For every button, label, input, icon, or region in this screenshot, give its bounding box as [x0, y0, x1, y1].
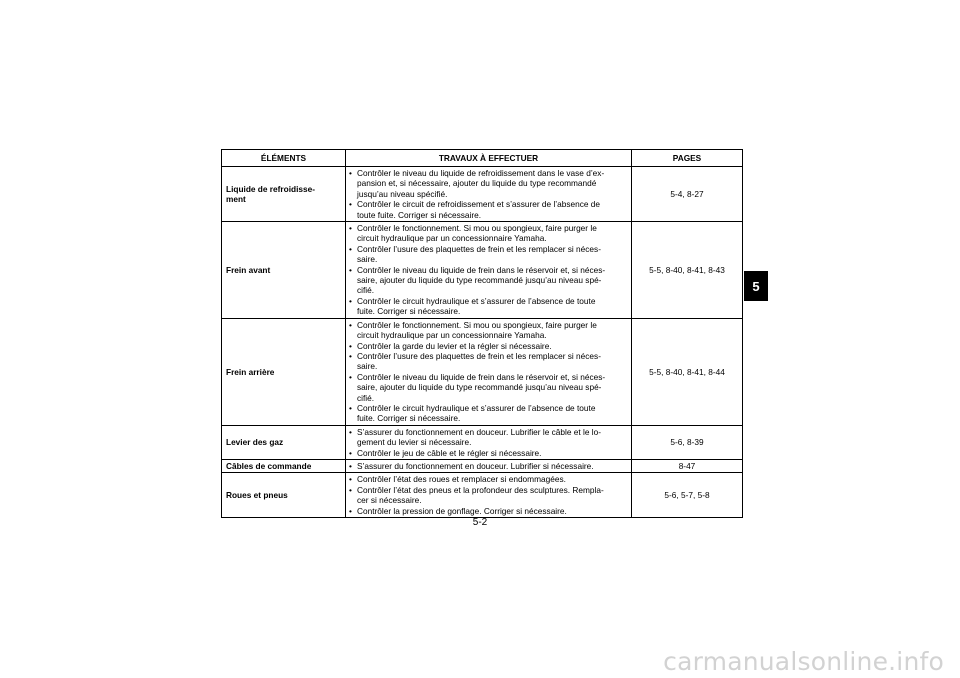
tasks-cell — [346, 318, 632, 425]
task-item: • Contrôler le fonctionnement. Si mou ou spongieux, faire purger le circuit hydraulique par un concessionnaire Yamaha. — [349, 320, 628, 341]
task-item: • Contrôler la garde du levier et la régler si nécessaire. — [349, 341, 628, 351]
task-item: • S’assurer du fonctionnement en douceur. Lubrifier le câble et le lo- gement du levier si nécessaire. — [349, 427, 628, 448]
task-list — [349, 320, 628, 424]
header-tasks: TRAVAUX À EFFECTUER — [346, 150, 632, 167]
chapter-tab: 5 — [744, 271, 768, 301]
tasks-cell — [346, 473, 632, 518]
element-label: Frein arrière — [226, 366, 275, 377]
task-item: • Contrôler le circuit de refroidissement et s’assurer de l’absence de toute fuite. Corriger si nécessaire. — [349, 199, 628, 220]
maintenance-table — [221, 149, 743, 518]
pages-cell: 5-6, 5-7, 5-8 — [632, 473, 743, 518]
task-list — [349, 223, 628, 317]
task-item: • Contrôler l’état des roues et remplacer si endommagées. — [349, 474, 628, 484]
header-elements: ÉLÉMENTS — [222, 150, 346, 167]
task-item: • S’assurer du fonctionnement en douceur. Lubrifier si nécessaire. — [349, 461, 628, 471]
task-item: • Contrôler l’état des pneus et la profondeur des sculptures. Rempla- cer si nécessaire. — [349, 485, 628, 506]
pages-cell: 8-47 — [632, 459, 743, 472]
table-body — [222, 167, 743, 518]
task-list — [349, 474, 628, 516]
table-row — [222, 459, 743, 472]
task-item: • Contrôler le niveau du liquide de frein dans le réservoir et, si néces- saire, ajouter du liquide du type recommandé jusqu’au niveau spé- cifié. — [349, 372, 628, 403]
element-cell — [222, 459, 346, 472]
table-row — [222, 318, 743, 425]
tasks-cell — [346, 425, 632, 459]
tasks-cell — [346, 459, 632, 472]
task-list — [349, 427, 628, 458]
table-row — [222, 167, 743, 222]
table-header-row — [222, 150, 743, 167]
task-item: • Contrôler le circuit hydraulique et s’assurer de l’absence de toute fuite. Corriger si nécessaire. — [349, 296, 628, 317]
pages-cell: 5-5, 8-40, 8-41, 8-44 — [632, 318, 743, 425]
pages-cell: 5-5, 8-40, 8-41, 8-43 — [632, 222, 743, 319]
table-row — [222, 473, 743, 518]
pages-cell: 5-4, 8-27 — [632, 167, 743, 222]
pages-cell: 5-6, 8-39 — [632, 425, 743, 459]
task-item: • Contrôler l’usure des plaquettes de frein et les remplacer si néces- saire. — [349, 244, 628, 265]
task-item: • Contrôler le jeu de câble et le régler si nécessaire. — [349, 448, 628, 458]
task-item: • Contrôler le niveau du liquide de frein dans le réservoir et, si néces- saire, ajouter du liquide du type recommandé jusqu’au niveau spé- cifié. — [349, 265, 628, 296]
tasks-cell — [346, 222, 632, 319]
task-item: • Contrôler la pression de gonflage. Corriger si nécessaire. — [349, 506, 628, 516]
header-pages: PAGES — [632, 150, 743, 167]
task-item: • Contrôler l’usure des plaquettes de frein et les remplacer si néces- saire. — [349, 351, 628, 372]
element-label: Frein avant — [226, 264, 271, 275]
element-label: Liquide de refroidisse- ment — [226, 183, 315, 205]
element-label: Câbles de commande — [226, 460, 312, 471]
table-row — [222, 222, 743, 319]
element-cell — [222, 473, 346, 518]
element-label: Roues et pneus — [226, 489, 288, 500]
element-cell — [222, 222, 346, 319]
watermark: carmanualsonline.info — [663, 647, 944, 676]
element-label: Levier des gaz — [226, 437, 284, 448]
element-cell — [222, 167, 346, 222]
element-cell — [222, 318, 346, 425]
task-list — [349, 168, 628, 220]
task-item: • Contrôler le niveau du liquide de refroidissement dans le vase d’ex- pansion et, si nécessaire, ajouter du liquide du type recommandé jusqu’au niveau spécifié. — [349, 168, 628, 199]
tasks-cell — [346, 167, 632, 222]
task-list — [349, 461, 628, 471]
page-number: 5-2 — [472, 517, 488, 528]
table-row — [222, 425, 743, 459]
task-item: • Contrôler le circuit hydraulique et s’assurer de l’absence de toute fuite. Corriger si nécessaire. — [349, 403, 628, 424]
task-item: • Contrôler le fonctionnement. Si mou ou spongieux, faire purger le circuit hydraulique par un concessionnaire Yamaha. — [349, 223, 628, 244]
element-cell — [222, 425, 346, 459]
